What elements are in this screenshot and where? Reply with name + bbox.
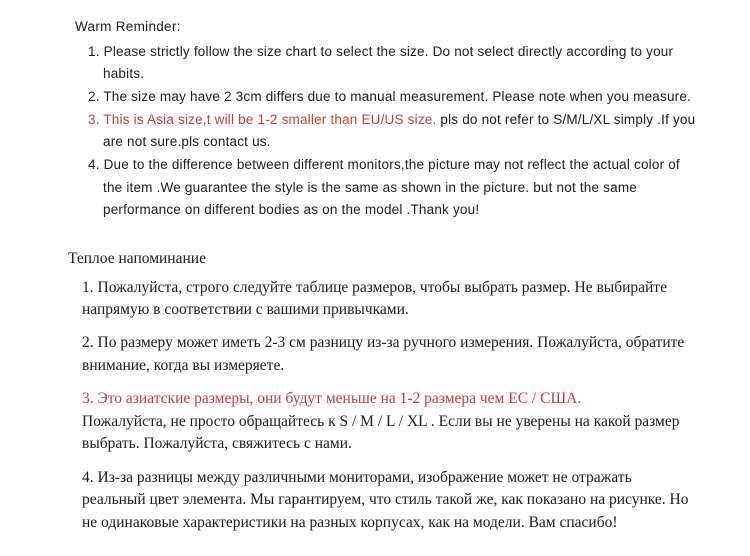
english-item-2 (88, 86, 698, 109)
english-item-1 (88, 41, 698, 86)
russian-item-4 (82, 467, 698, 534)
english-reminder-section (68, 16, 698, 222)
russian-item-2 (82, 332, 698, 377)
text-segment-red: 3. Это азиатские размеры, они будут меньше на 1-2 размера чем ЕС / США. (82, 390, 582, 408)
english-item-4 (88, 154, 698, 222)
russian-title: Теплое напоминание (68, 250, 206, 268)
russian-reminder-section (68, 248, 698, 534)
text-segment: 4. Due to the difference between different monitors,the picture may not reflect the actual color of the item .We guarantee the style is the same as shown in the picture. but not the same performance on different bodies as on the model .Thank you! (88, 157, 680, 218)
text-segment: 1. Пожалуйста, строго следуйте таблице размеров, чтобы выбрать размер. Не выбирайте напрямую в соответствии с вашими привычками. (82, 278, 667, 318)
russian-item-1 (82, 277, 698, 322)
text-segment: 1. Please strictly follow the size chart to select the size. Do not select directly according to your habits. (88, 43, 674, 82)
english-title: Warm Reminder: (75, 19, 181, 34)
text-segment: Пожалуйста, не просто обращайтесь к S / M / L / XL . Если вы не уверены на какой размер выбрать. Пожалуйста, свяжитесь с нами. (82, 412, 680, 453)
text-segment: 2. The size may have 2 3cm differs due to manual measurement. Please note when you measure. (88, 89, 692, 105)
text-segment: 4. Из-за разницы между различными мониторами, изображение может не отражать реальный цвет элемента. Мы гарантируем, что стиль такой же, как показано на рисунке. Но не одинаковые характеристики на разных корпусах, как на модели. Вам спасибо! (82, 468, 689, 531)
text-segment: 2. По размеру может иметь 2-3 см разницу из-за ручного измерения. Пожалуйста, обратите внимание, когда вы измеряете. (82, 334, 685, 374)
text-segment-red: 3. This is Asia size,t will be 1-2 smaller than EU/US size. (88, 111, 437, 127)
english-item-3 (88, 109, 698, 154)
russian-item-3 (82, 388, 698, 455)
text-segment: pls do not refer to S/M/L/XL simply .If you are not sure.pls contact us. (103, 111, 696, 150)
